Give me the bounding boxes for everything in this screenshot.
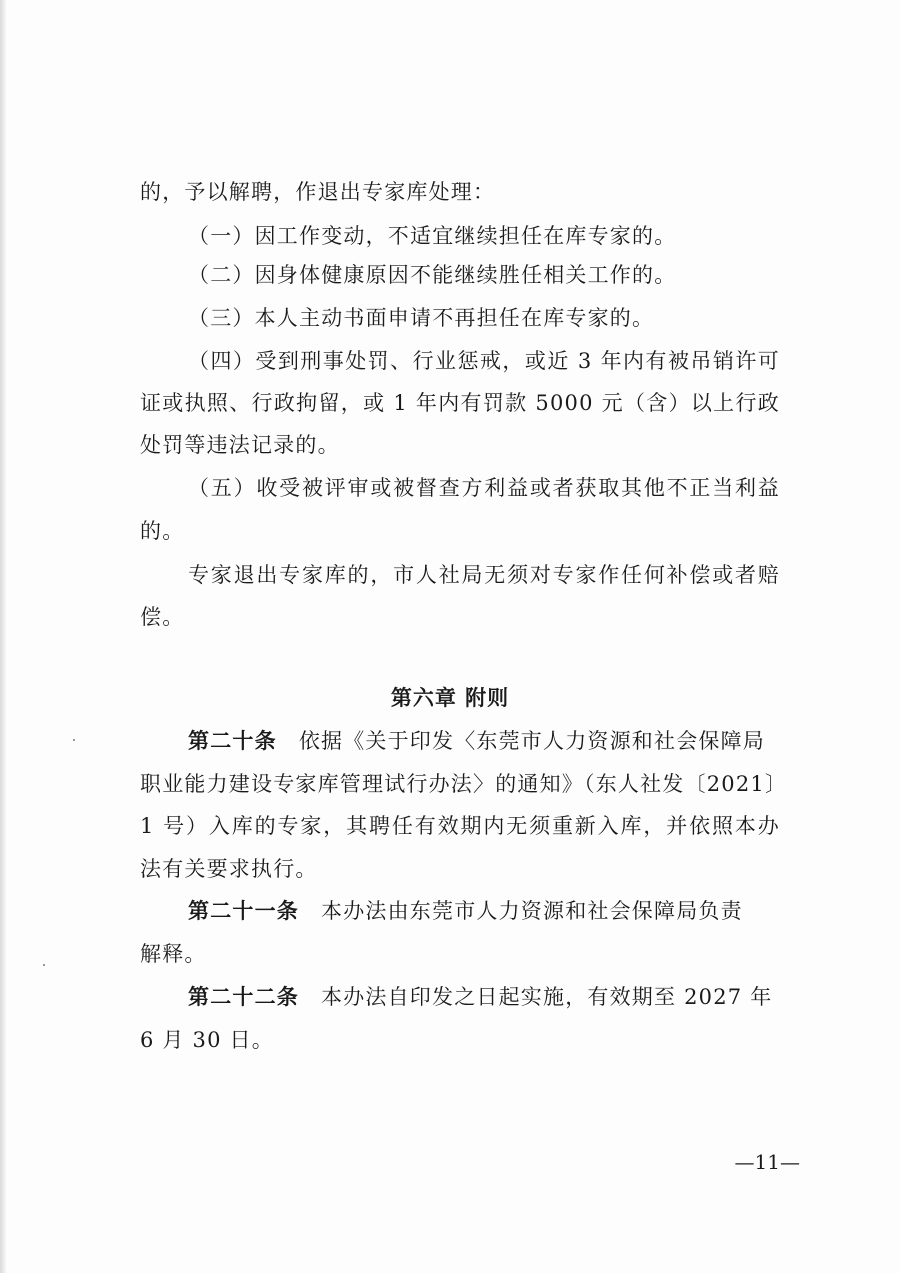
article-21-text: 本办法由东莞市人力资源和社会保障局负责 xyxy=(321,899,743,923)
scan-speck xyxy=(43,964,45,966)
paragraph-continuation: 的，予以解聘，作退出专家库处理： xyxy=(140,180,496,204)
list-item-4-line-2: 证或执照、行政拘留，或 1 年内有罚款 5000 元（含）以上行政 xyxy=(140,391,780,415)
article-22-first-line xyxy=(188,982,780,1012)
article-20-first-line xyxy=(188,726,780,756)
list-item-3: （三）本人主动书面申请不再担任在库专家的。 xyxy=(188,306,655,330)
article-20-text: 依据《关于印发〈东莞市人力资源和社会保障局 xyxy=(298,729,766,753)
article-22-line-2: 6 月 30 日。 xyxy=(140,1028,274,1052)
article-20-line-2: 职业能力建设专家库管理试行办法〉的通知》（东人社发〔2021〕 xyxy=(140,772,788,796)
exit-note-line-2: 偿。 xyxy=(140,605,185,629)
article-20-line-4: 法有关要求执行。 xyxy=(140,857,318,881)
article-21-first-line xyxy=(188,896,780,926)
list-item-5-line-1: （五）收受被评审或被督查方利益或者获取其他不正当利益 xyxy=(188,476,780,500)
page-number: —11— xyxy=(734,1150,800,1174)
article-21-title: 第二十一条 xyxy=(188,898,299,923)
list-item-5-line-2: 的。 xyxy=(140,519,185,543)
article-22-title: 第二十二条 xyxy=(188,984,299,1009)
article-21-line-2: 解释。 xyxy=(140,942,207,966)
list-item-4-line-1: （四）受到刑事处罚、行业惩戒，或近 3 年内有被吊销许可 xyxy=(188,349,780,373)
article-20-line-3: 1 号）入库的专家，其聘任有效期内无须重新入库，并依照本办 xyxy=(140,814,780,838)
exit-note-line-1: 专家退出专家库的，市人社局无须对专家作任何补偿或者赔 xyxy=(188,563,780,587)
list-item-1: （一）因工作变动，不适宜继续担任在库专家的。 xyxy=(188,224,677,248)
list-item-4-line-3: 处罚等违法记录的。 xyxy=(140,433,340,457)
article-22-text: 本办法自印发之日起实施，有效期至 2027 年 xyxy=(321,985,773,1009)
scan-speck xyxy=(73,739,75,741)
scan-edge-shadow xyxy=(0,0,6,1273)
article-20-title: 第二十条 xyxy=(188,728,277,753)
chapter-title: 第六章 附则 xyxy=(390,685,510,710)
list-item-2: （二）因身体健康原因不能继续胜任相关工作的。 xyxy=(188,263,677,287)
